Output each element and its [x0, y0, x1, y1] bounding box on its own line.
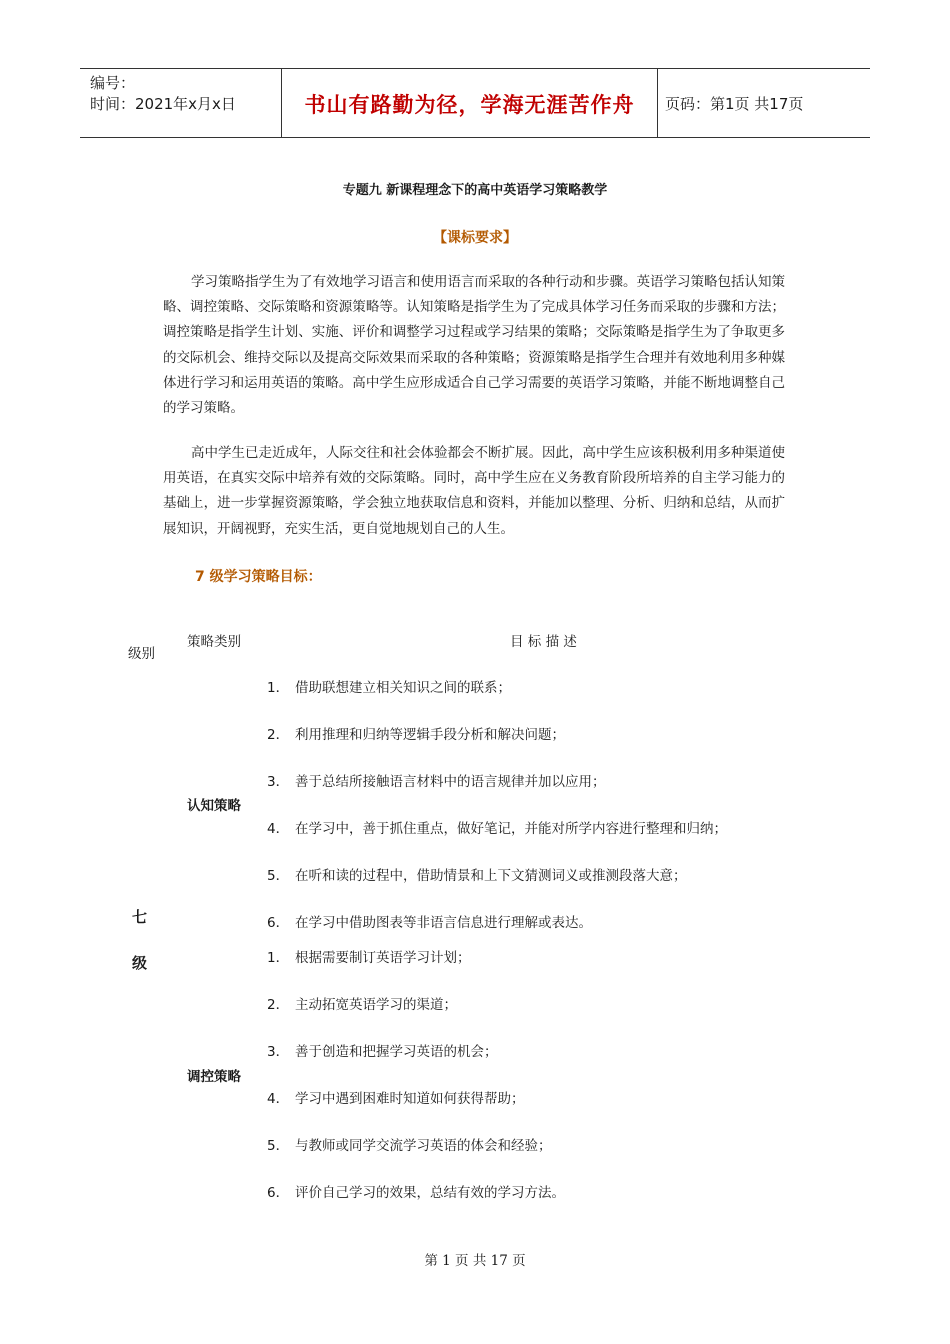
column-header-description: 目 标 描 述: [510, 634, 577, 650]
category-metacognitive: 调控策略: [187, 1069, 241, 1085]
section-heading: 【课标要求】: [433, 230, 517, 246]
category-cognitive: 认知策略: [187, 798, 241, 814]
header-motto: 书山有路勤为径，学海无涯苦作舟: [304, 93, 635, 117]
list-item: 2． 主动拓宽英语学习的渠道；: [267, 997, 457, 1013]
page-header: [80, 68, 870, 138]
list-item: 5． 在听和读的过程中，借助情景和上下文猜测词义或推测段落大意；: [267, 868, 687, 884]
document-date: 时间：2021年x月x日: [90, 95, 236, 113]
list-item: 4． 在学习中，善于抓住重点，做好笔记，并能对所学内容进行整理和归纳；: [267, 821, 727, 837]
list-item: 2． 利用推理和归纳等逻辑手段分析和解决问题；: [267, 727, 565, 743]
header-page-info: 页码：第1页 共17页: [665, 95, 804, 113]
column-header-level: 级别: [128, 646, 155, 662]
column-header-category: 策略类别: [187, 634, 241, 650]
paragraph-1: 学习策略指学生为了有效地学习语言和使用语言而采取的各种行动和步骤。英语学习策略包括认知策略、调控策略、交际策略和资源策略等。认知策略是指学生为了完成具体学习任务而采取的步骤和方法；调控策略是指学生计划、实施、评价和调整学习过程或学习结果的策略；交际策略是指学生为了争取更多的交际机会、维持交际以及提高交际效果而采取的各种策略；资源策略是指学生合理并有效地利用多种媒体进行学习和运用英语的策略。高中学生应形成适合自己学习需要的英语学习策略，并能不断地调整自己的学习策略。: [163, 274, 785, 417]
page-footer: 第 1 页 共 17 页: [424, 1253, 526, 1269]
paragraph-2: 高中学生已走近成年，人际交往和社会体验都会不断扩展。因此，高中学生应该积极利用多种渠道使用英语，在真实交际中培养有效的交际策略。同时，高中学生应在义务教育阶段所培养的自主学习能力的基础上，进一步掌握资源策略，学会独立地获取信息和资料，并能加以整理、分析、归纳和总结，从而扩展知识，开阔视野，充实生活，更自觉地规划自己的人生。: [163, 445, 785, 537]
list-item: 4． 学习中遇到困难时知道如何获得帮助；: [267, 1091, 525, 1107]
level-7-subheading: 7 级学习策略目标：: [195, 569, 322, 585]
list-item: 3． 善于创造和把握学习英语的机会；: [267, 1044, 498, 1060]
list-item: 6． 在学习中借助图表等非语言信息进行理解或表达。: [267, 915, 592, 931]
list-item: 1． 根据需要制订英语学习计划；: [267, 950, 471, 966]
list-item: 3． 善于总结所接触语言材料中的语言规律并加以应用；: [267, 774, 606, 790]
list-item: 5． 与教师或同学交流学习英语的体会和经验；: [267, 1138, 552, 1154]
level-label: 七: [132, 908, 148, 926]
document-title: 专题九 新课程理念下的高中英语学习策略教学: [342, 183, 608, 198]
level-label: 级: [132, 954, 148, 972]
document-code-label: 编号：: [90, 74, 136, 92]
header-meta: [90, 73, 236, 115]
list-item: 6． 评价自己学习的效果，总结有效的学习方法。: [267, 1185, 565, 1201]
list-item: 1． 借助联想建立相关知识之间的联系；: [267, 680, 511, 696]
header-divider: [657, 69, 658, 137]
